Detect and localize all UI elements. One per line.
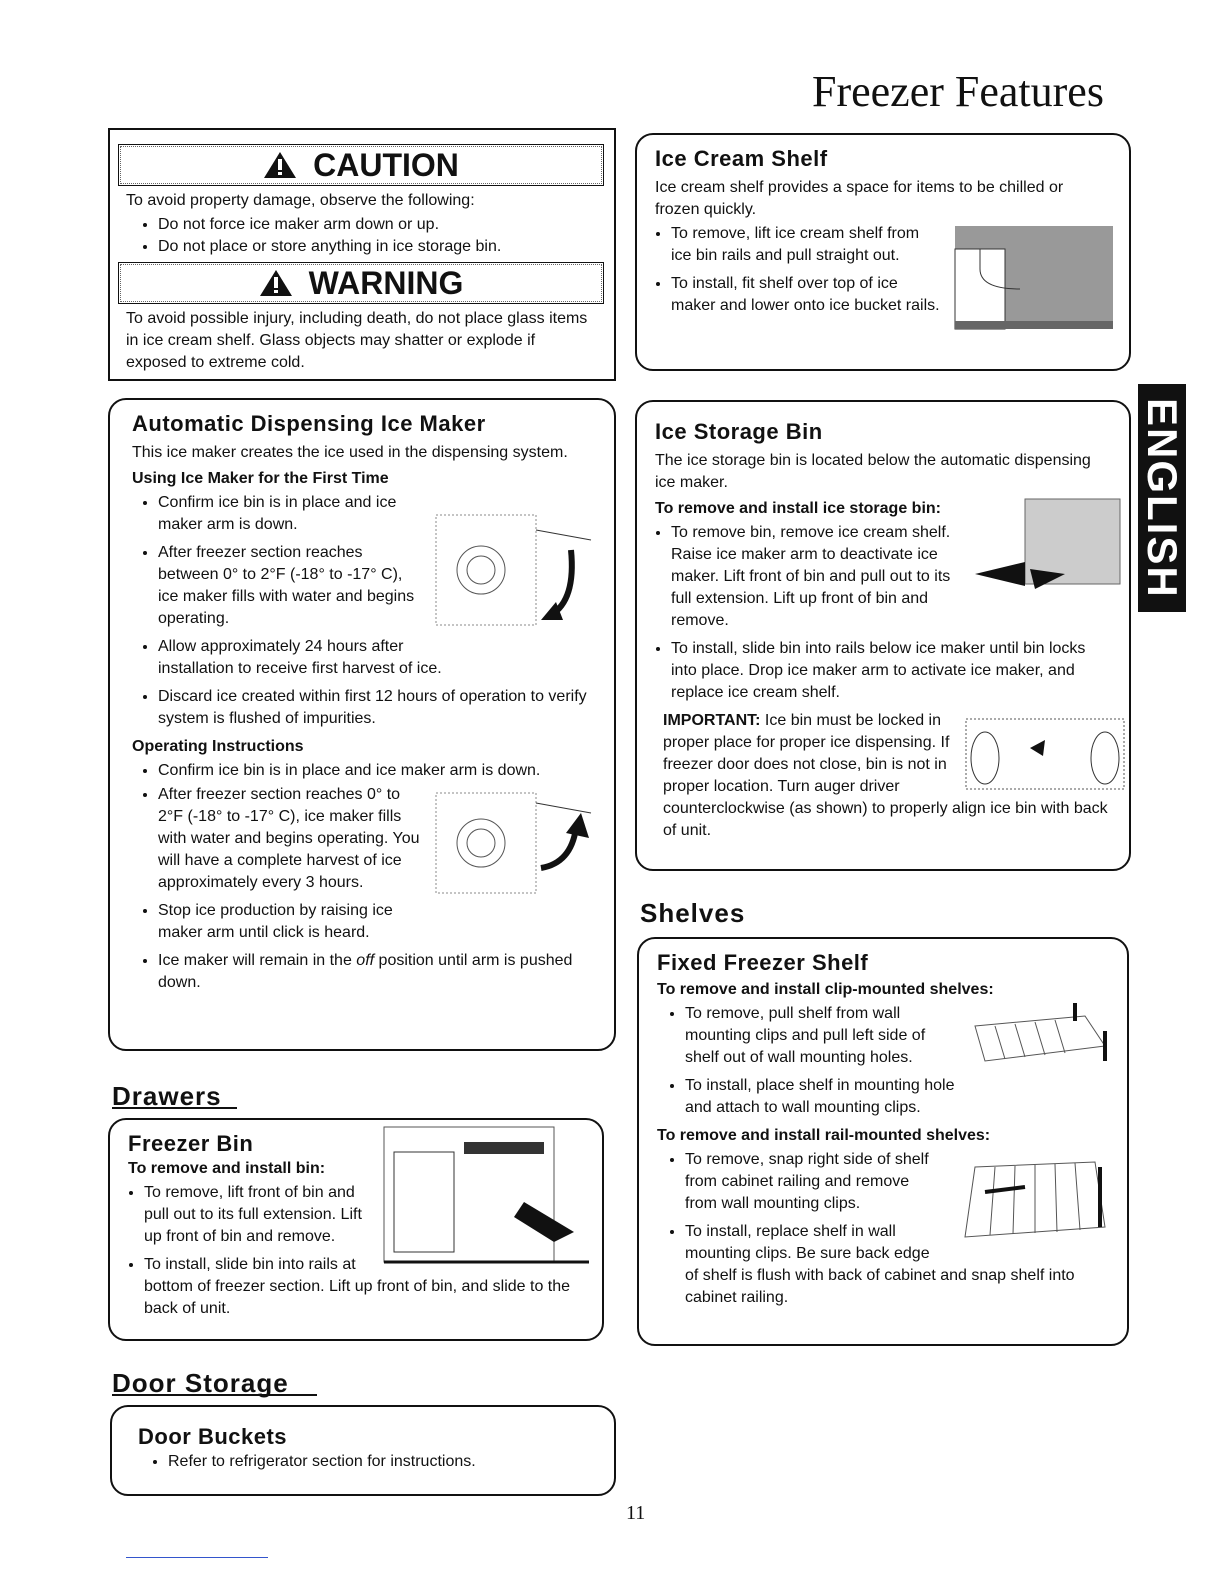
first-time-item: • Discard ice created within first 12 hours of operation to verify system is flushed of impurities.: [158, 686, 596, 730]
off-word: off: [356, 952, 375, 969]
rail-item: • To install, replace shelf in wall mounting clips. Be sure back edge of shelf is flush with back of cabinet and snap shelf into cabinet railing.: [685, 1221, 1109, 1309]
ice-bin-item: • To install, slide bin into rails below ice maker until bin locks into place. Drop ice maker arm to activate ice maker, and replace ice cream shelf.: [671, 638, 1111, 704]
ice-bin-item: • To remove bin, remove ice cream shelf. Raise ice maker arm to deactivate ice maker. Lift front of bin and pull out to its full extension. Lift up front of bin and remove.: [671, 522, 1111, 632]
english-language-tab: ENGLISH: [1138, 384, 1186, 612]
shelves-header: Shelves: [640, 898, 746, 928]
ice-bin-heading: To remove and install ice storage bin:: [655, 500, 941, 517]
freezer-bin-item: • To remove, lift front of bin and pull out to its full extension. Lift up front of bin and remove.: [144, 1182, 584, 1248]
important-label: IMPORTANT:: [663, 712, 761, 729]
important-text: Ice bin must be locked in proper place for proper ice dispensing. If freezer door does not close, bin is not in proper location. Turn auger driver counterclockwise (as shown) to properly align ice bin with back of unit.: [663, 712, 1108, 839]
shelf-item: • To install, fit shelf over top of ice maker and lower onto ice bucket rails.: [671, 273, 1111, 317]
operating-heading: Operating Instructions: [132, 738, 304, 755]
section-title: Door Buckets: [138, 1424, 288, 1449]
warning-triangle-icon: [259, 269, 293, 297]
section-intro: Ice cream shelf provides a space for items to be chilled or frozen quickly.: [655, 179, 1064, 218]
warning-label: WARNING: [308, 265, 464, 301]
section-title: Ice Cream Shelf: [655, 146, 828, 171]
drawers-header: Drawers: [112, 1085, 237, 1109]
caution-item: • Do not force ice maker arm down or up.: [158, 214, 596, 236]
auger-driver-illustration: [965, 718, 1125, 790]
fixed-freezer-shelf-section: [637, 937, 1129, 1346]
ice-cream-shelf-illustration: [950, 221, 1115, 341]
caution-warning-box: [108, 128, 616, 381]
rail-shelf-illustration: [945, 1147, 1115, 1257]
ice-maker-section: [108, 398, 616, 1051]
section-title: Fixed Freezer Shelf: [657, 950, 869, 975]
warning-triangle-icon: [263, 151, 297, 179]
operating-item: • Confirm ice bin is in place and ice maker arm is down.: [158, 760, 596, 782]
caution-intro: To avoid property damage, observe the following:: [126, 192, 475, 209]
first-time-item: • After freezer section reaches between 0° to 2°F (-18° to -17° C), ice maker fills with water and begins operating.: [158, 542, 596, 630]
clip-heading: To remove and install clip-mounted shelves:: [657, 981, 994, 998]
caution-label: CAUTION: [313, 147, 459, 183]
first-time-heading: Using Ice Maker for the First Time: [132, 470, 389, 487]
section-title: Freezer Bin: [128, 1131, 254, 1156]
door-storage-header: Door Storage: [112, 1372, 317, 1396]
ice-cream-shelf-section: [635, 133, 1131, 371]
section-title: Ice Storage Bin: [655, 419, 823, 444]
freezer-bin-illustration: [374, 1122, 594, 1272]
ice-bin-illustration: [965, 494, 1125, 619]
first-time-item: • Confirm ice bin is in place and ice maker arm is down.: [158, 492, 596, 536]
clip-item: • To remove, pull shelf from wall mounting clips and pull left side of shelf out of wall mounting holes.: [685, 1003, 1109, 1069]
ice-storage-bin-section: [635, 400, 1131, 871]
freezer-bin-heading: To remove and install bin:: [128, 1160, 326, 1177]
caution-banner: [118, 144, 604, 186]
section-intro: This ice maker creates the ice used in the dispensing system.: [132, 444, 568, 461]
caution-item: • Do not place or store anything in ice storage bin.: [158, 236, 596, 258]
rail-heading: To remove and install rail-mounted shelves:: [657, 1127, 991, 1144]
freezer-bin-item: • To install, slide bin into rails at bottom of freezer section. Lift up front of bin, and slide to the back of unit.: [144, 1254, 584, 1320]
ice-maker-arm-down-illustration: [431, 510, 596, 635]
clip-item: • To install, place shelf in mounting hole and attach to wall mounting clips.: [685, 1075, 1109, 1119]
warning-text: To avoid possible injury, including death, do not place glass items in ice cream shelf. Glass objects may shatter or explode if exposed to extreme cold.: [126, 310, 588, 371]
warning-banner: [118, 262, 604, 304]
page-title: Freezer Features: [812, 67, 1104, 116]
operating-item: • Stop ice production by raising ice maker arm until click is heard.: [158, 900, 596, 944]
first-time-item: • Allow approximately 24 hours after installation to receive first harvest of ice.: [158, 636, 596, 680]
clip-shelf-illustration: [965, 1001, 1115, 1086]
ice-maker-arm-up-illustration: [431, 788, 596, 908]
freezer-bin-section: [108, 1118, 604, 1341]
section-title: Automatic Dispensing Ice Maker: [132, 411, 486, 436]
page-number: 11: [626, 1502, 646, 1524]
footer-rule: [126, 1557, 268, 1558]
operating-item: [158, 950, 596, 994]
operating-item: • After freezer section reaches 0° to 2°F (-18° to -17° C), ice maker fills with water and begins operating. You will have a complete harvest of ice approximately every 3 hours.: [158, 784, 596, 894]
shelf-item: • To remove, lift ice cream shelf from ice bin rails and pull straight out.: [671, 223, 1111, 267]
text: Ice maker will remain in the: [158, 952, 357, 969]
door-bucket-item: • Refer to refrigerator section for instructions.: [168, 1451, 596, 1473]
door-buckets-section: [110, 1405, 616, 1496]
rail-item: • To remove, snap right side of shelf from cabinet railing and remove from wall mounting clips.: [685, 1149, 1109, 1215]
text: position until arm is pushed down.: [158, 952, 573, 991]
section-intro: The ice storage bin is located below the automatic dispensing ice maker.: [655, 452, 1091, 491]
